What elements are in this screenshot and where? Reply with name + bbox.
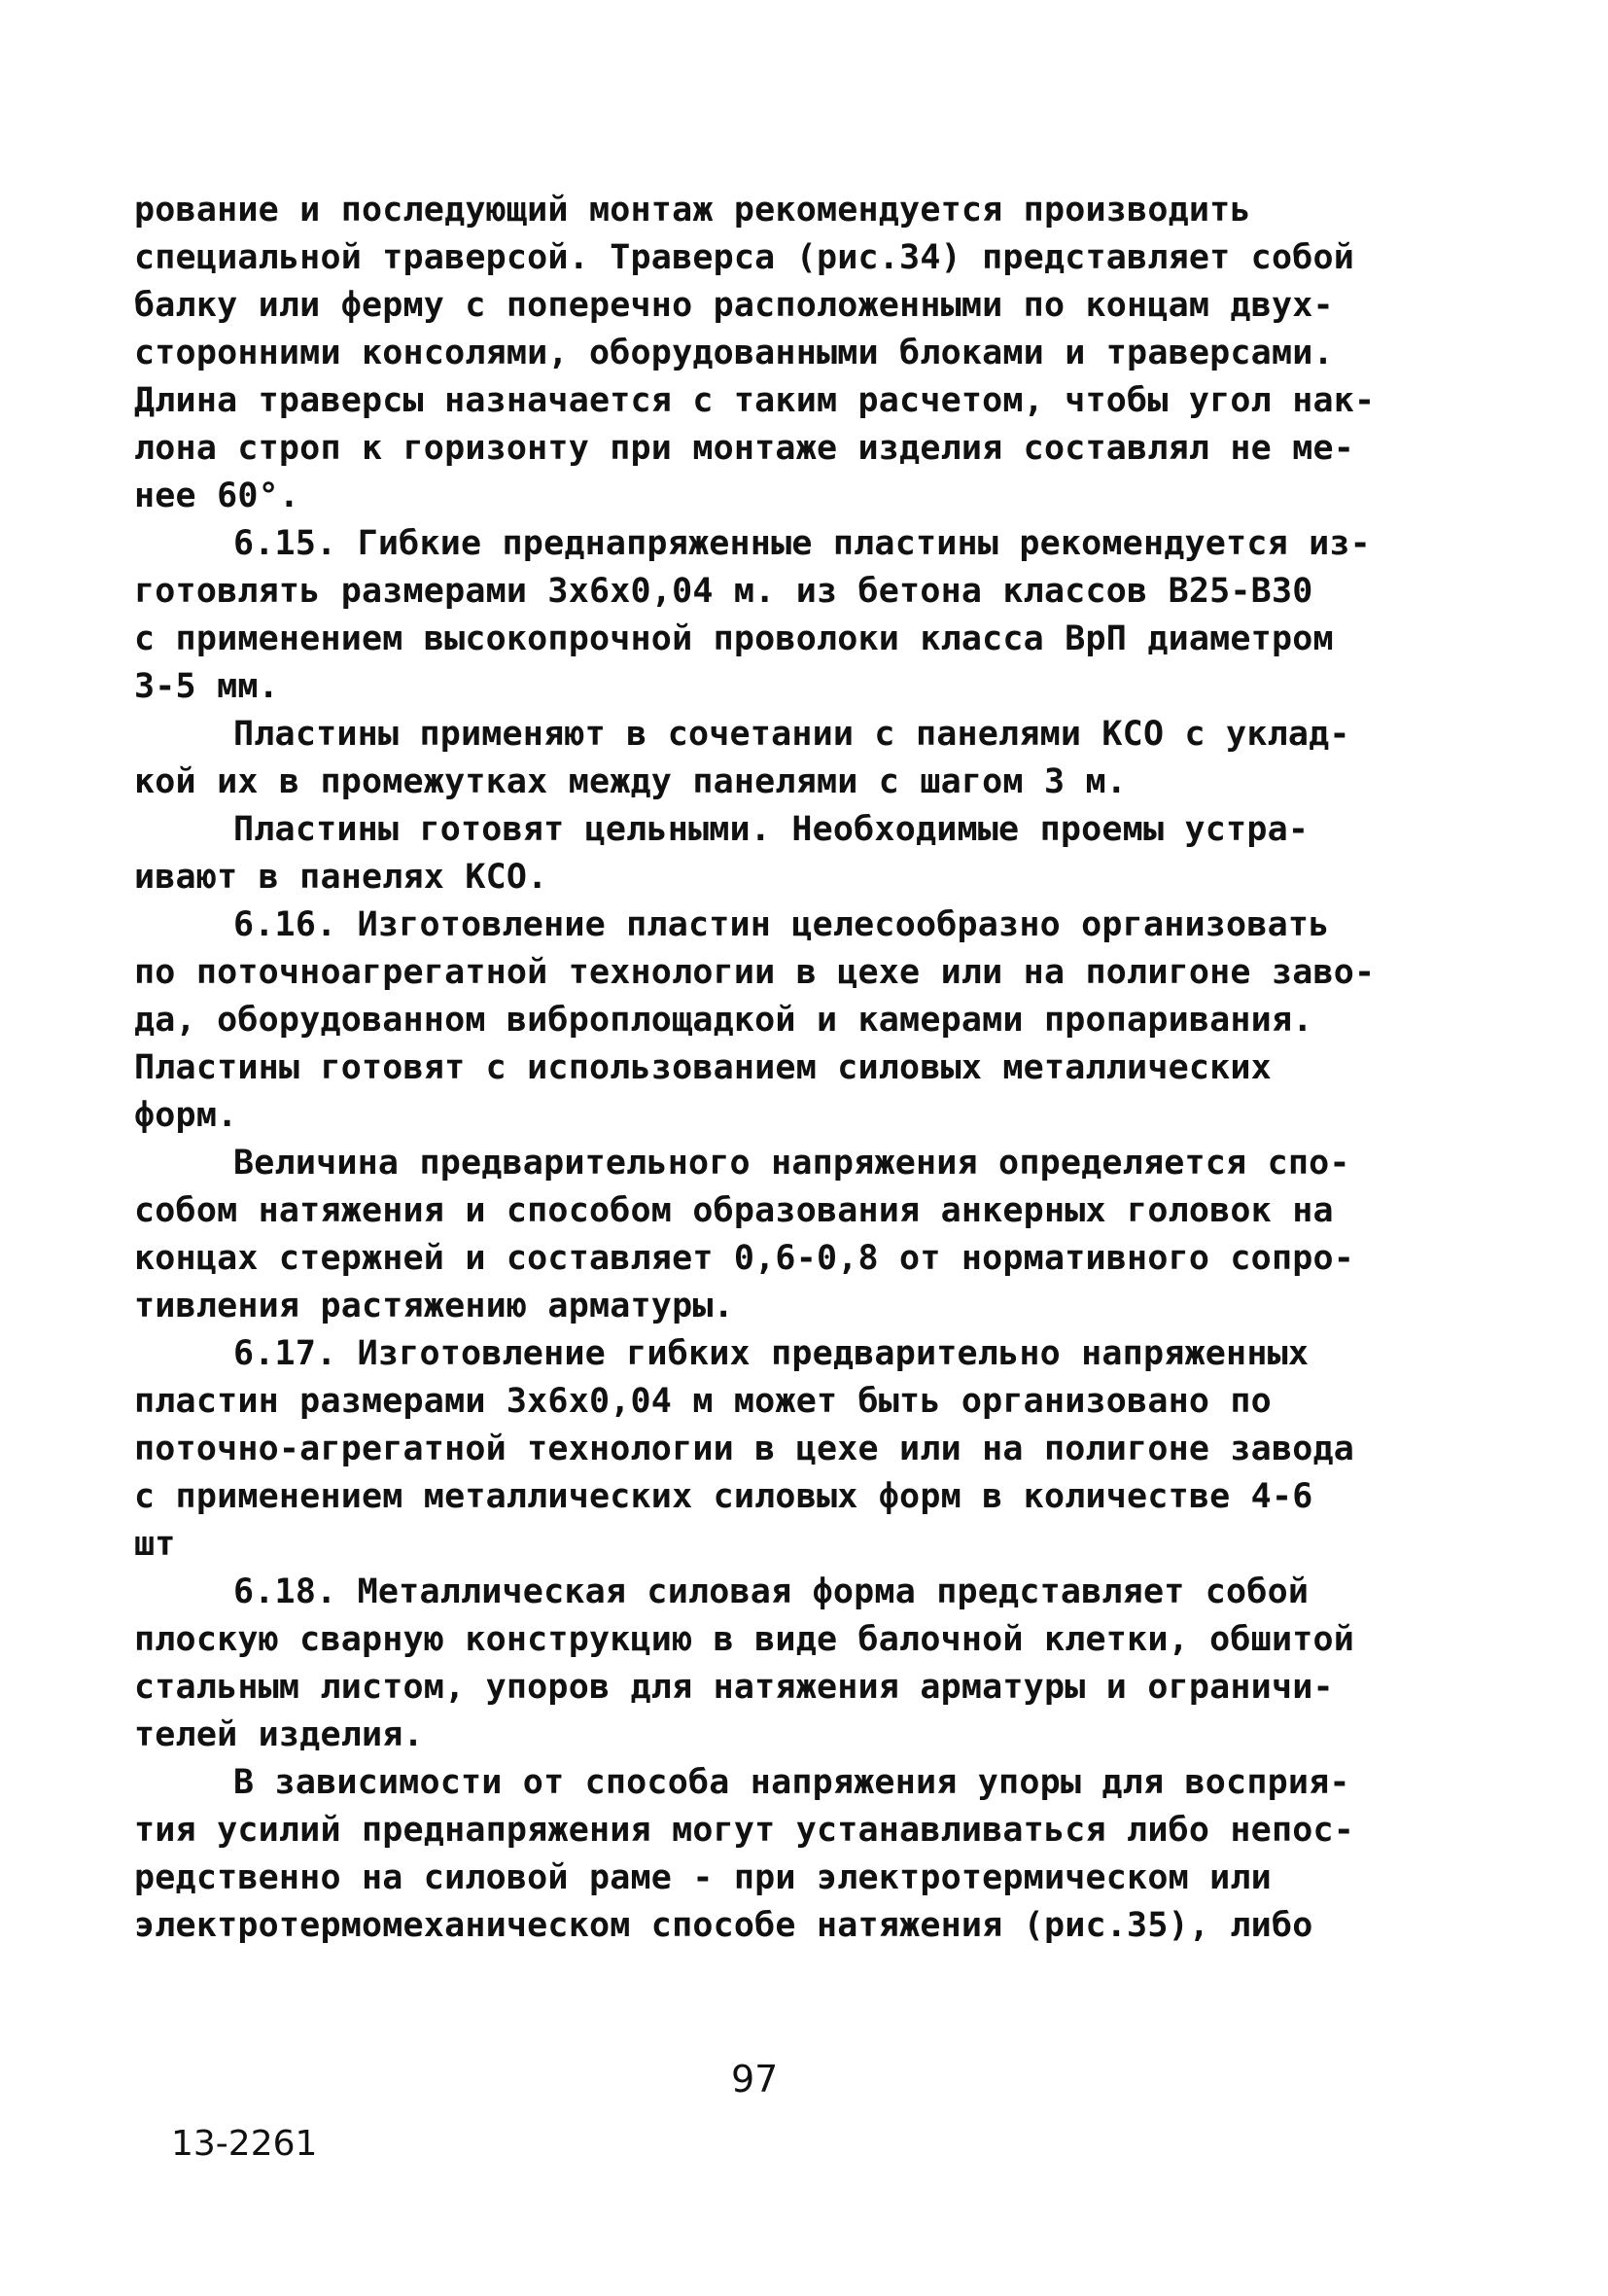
- text-line: готовлять размерами 3х6х0,04 м. из бетона классов В25-В30: [134, 572, 1313, 611]
- text-line: тия усилий преднапряжения могут устанавливаться либо непос-: [134, 1811, 1355, 1850]
- page-number: 97: [731, 2058, 779, 2101]
- text-line: плоскую сварную конструкцию в виде балочной клетки, обшитой: [134, 1620, 1355, 1659]
- text-line: кой их в промежутках между панелями с шагом 3 м.: [134, 762, 1128, 801]
- text-line: лона строп к горизонту при монтаже изделия составлял не ме-: [134, 429, 1355, 468]
- text-line: балку или ферму с поперечно расположенными по концам двух-: [134, 286, 1334, 325]
- paragraph-start-line: 6.15. Гибкие преднапряженные пластины рекомендуется из-: [233, 524, 1371, 563]
- body-text: [134, 187, 1476, 1950]
- text-line: с применением высокопрочной проволоки класса ВрП диаметром: [134, 619, 1334, 658]
- text-line: Длина траверсы назначается с таким расчетом, чтобы угол нак-: [134, 381, 1376, 420]
- text-line: тивления растяжению арматуры.: [134, 1287, 734, 1325]
- text-line: Пластины готовят с использованием силовых металлических: [134, 1048, 1272, 1087]
- text-line: нее 60°.: [134, 477, 300, 515]
- text-line: по поточноагрегатной технологии в цехе или на полигоне заво-: [134, 953, 1376, 992]
- text-line: 3-5 мм.: [134, 667, 279, 706]
- paragraph-start-line: 6.17. Изготовление гибких предварительно напряженных: [233, 1334, 1310, 1373]
- text-line: собом натяжения и способом образования анкерных головок на: [134, 1191, 1334, 1230]
- text-line: с применением металлических силовых форм в количестве 4-6: [134, 1477, 1313, 1516]
- paragraph-start-line: В зависимости от способа напряжения упоры для восприя-: [233, 1763, 1350, 1802]
- paragraph-start-line: Пластины применяют в сочетании с панелями КСО с уклад-: [233, 715, 1350, 754]
- text-line: стальным листом, упоров для натяжения арматуры и ограничи-: [134, 1668, 1334, 1707]
- paragraph-start-line: 6.16. Изготовление пластин целесообразно организовать: [233, 905, 1330, 944]
- text-line: телей изделия.: [134, 1715, 424, 1754]
- document-code: 13-2261: [171, 2124, 318, 2164]
- text-line: шт: [134, 1525, 176, 1564]
- text-line: форм.: [134, 1096, 238, 1135]
- text-line: редственно на силовой раме - при электротермическом или: [134, 1858, 1272, 1897]
- text-line: концах стержней и составляет 0,6-0,8 от нормативного сопро-: [134, 1239, 1355, 1278]
- text-line: поточно-агрегатной технологии в цехе или на полигоне завода: [134, 1430, 1355, 1468]
- text-line: рование и последующий монтаж рекомендуется производить: [134, 191, 1251, 230]
- paragraph-start-line: Величина предварительного напряжения определяется спо-: [233, 1144, 1350, 1183]
- paragraph-start-line: Пластины готовят цельными. Необходимые проемы устра-: [233, 810, 1310, 849]
- text-line: специальной траверсой. Траверса (рис.34) представляет собой: [134, 238, 1355, 277]
- text-line: ивают в панелях КСО.: [134, 858, 548, 897]
- text-line: сторонними консолями, оборудованными блоками и траверсами.: [134, 334, 1334, 372]
- text-line: да, оборудованном виброплощадкой и камерами пропаривания.: [134, 1001, 1313, 1040]
- text-line: электротермомеханическом способе натяжения (рис.35), либо: [134, 1906, 1313, 1945]
- paragraph-start-line: 6.18. Металлическая силовая форма представляет собой: [233, 1572, 1310, 1611]
- text-line: пластин размерами 3х6х0,04 м может быть организовано по: [134, 1382, 1272, 1421]
